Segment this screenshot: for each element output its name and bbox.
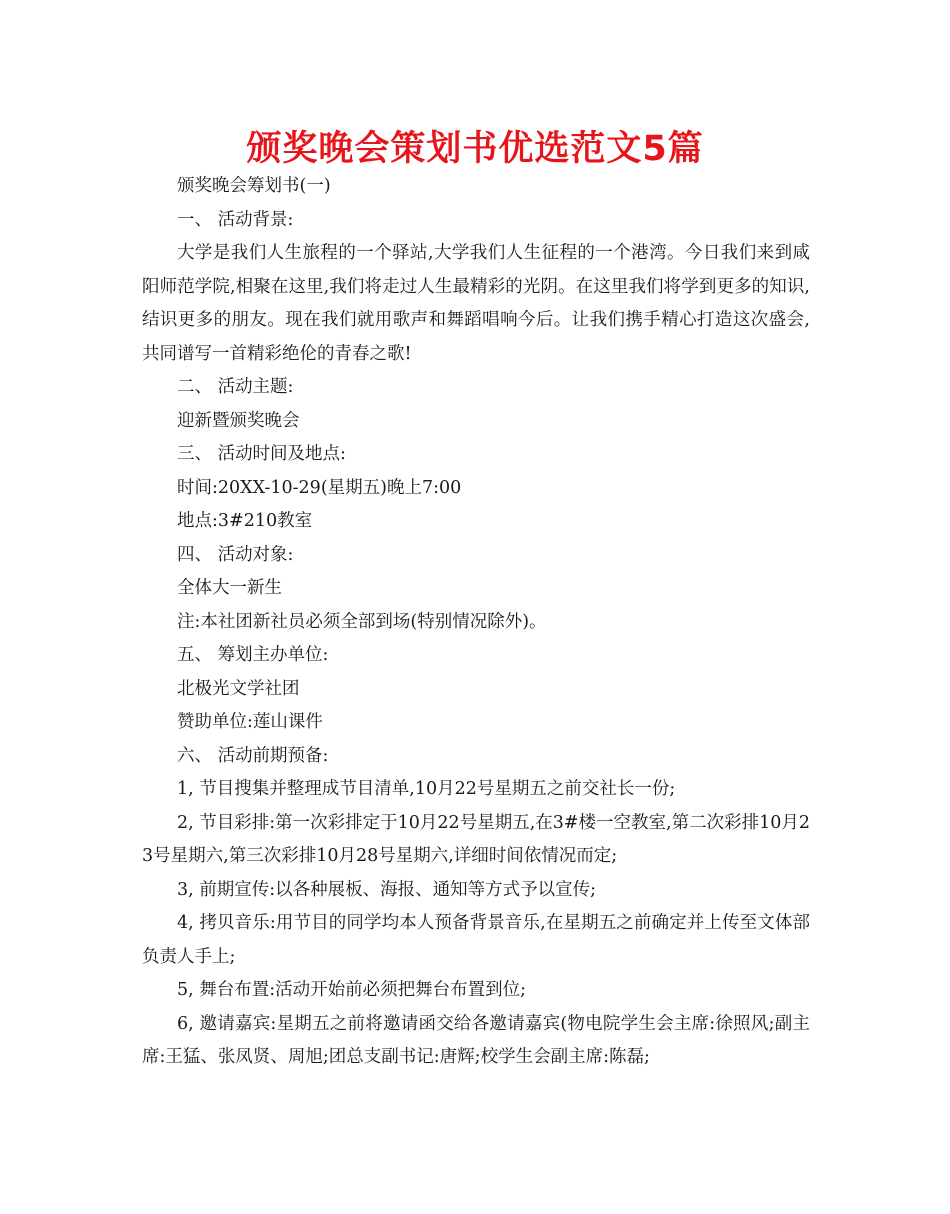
paragraph: 颁奖晚会筹划书(一) <box>177 176 331 196</box>
list-item: 3, 前期宣传:以各种展板、海报、通知等方式予以宣传; <box>177 879 597 900</box>
document-body <box>142 170 810 1075</box>
document-title: 颁奖晚会策划书优选范文5篇 <box>246 129 704 169</box>
paragraph: 全体大一新生 <box>177 578 282 598</box>
paragraph: 时间:20XX-10-29(星期五)晚上7:00 <box>177 477 462 498</box>
paragraph: 大学是我们人生旅程的一个驿站,大学我们人生征程的一个港湾。今日我们来到咸阳师范学院,相聚在这里,我们将走过人生最精彩的光阴。在这里我们将学到更多的知识,结识更多的朋友。现在我们就用歌声和舞蹈唱响今后。让我们携手精心打造这次盛会,共同谱写一首精彩绝伦的青春之歌! <box>142 243 810 364</box>
list-item: 4, 拷贝音乐:用节目的同学均本人预备背景音乐,在星期五之前确定并上传至文体部负责人手上; <box>142 913 810 967</box>
section-heading: 五、 筹划主办单位: <box>177 645 329 665</box>
list-item: 5, 舞台布置:活动开始前必须把舞台布置到位; <box>177 980 527 1000</box>
section-heading: 六、 活动前期预备: <box>177 745 329 766</box>
paragraph: 北极光文学社团 <box>177 678 300 699</box>
section-heading: 四、 活动对象: <box>177 544 294 565</box>
section-heading: 一、 活动背景: <box>177 209 294 230</box>
paragraph: 注:本社团新社员必须全部到场(特别情况除外)。 <box>177 611 547 632</box>
list-item: 2, 节目彩排:第一次彩排定于10月22号星期五,在3#楼一空教室,第二次彩排10月23号星期六,第三次彩排10月28号星期六,详细时间依情况而定; <box>142 812 811 866</box>
paragraph: 赞助单位:莲山课件 <box>177 712 323 732</box>
list-item: 1, 节目搜集并整理成节目清单,10月22号星期五之前交社长一份; <box>177 779 676 799</box>
section-heading: 二、 活动主题: <box>177 377 294 397</box>
paragraph: 迎新暨颁奖晚会 <box>177 410 300 431</box>
list-item: 6, 邀请嘉宾:星期五之前将邀请函交给各邀请嘉宾(物电院学生会主席:徐照风;副主席:王猛、张凤贤、周旭;团总支副书记:唐辉;校学生会副主席:陈磊; <box>142 1013 810 1067</box>
section-heading: 三、 活动时间及地点: <box>177 444 346 464</box>
paragraph: 地点:3#210教室 <box>177 511 313 531</box>
